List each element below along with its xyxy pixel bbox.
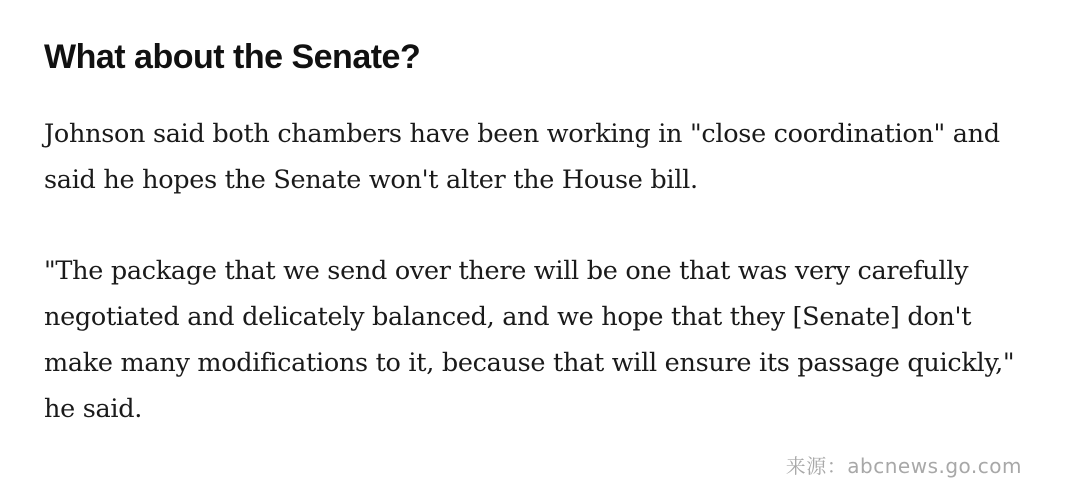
source-watermark: 来源：abcnews.go.com: [785, 454, 1022, 478]
section-heading: What about the Senate?: [44, 38, 421, 76]
article-paragraph-2: "The package that we send over there will be one that was very carefully negotiated and delicately balanced, and we hope that they [Senate] don't make many modifications to it, because that will ensure its passage quickly," he said.: [44, 256, 1015, 424]
article-paragraph-1: Johnson said both chambers have been working in "close coordination" and said he hopes the Senate won't alter the House bill.: [44, 119, 1000, 195]
